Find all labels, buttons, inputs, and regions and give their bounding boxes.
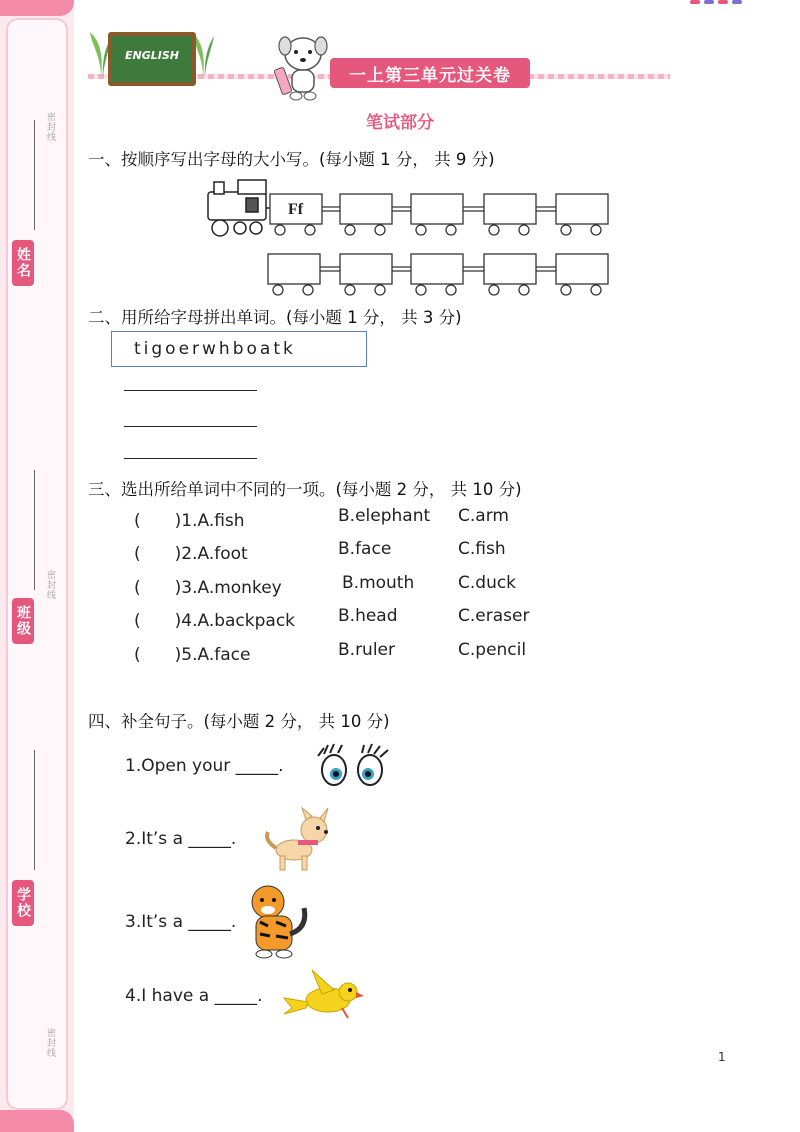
choice-b: B.ruler: [338, 640, 396, 660]
margin-cap-top: [0, 0, 74, 16]
choice-a[interactable]: ( )3.A.monkey: [134, 578, 282, 598]
label-school: 学校: [12, 880, 34, 926]
choice-row: [134, 606, 594, 630]
sentence-4: 4.I have a _____.: [125, 986, 263, 1006]
seal-text: 密封线: [45, 570, 55, 600]
choice-a[interactable]: ( )4.A.backpack: [134, 611, 296, 631]
choice-c: C.eraser: [458, 606, 530, 626]
dog-icon: [258, 806, 338, 872]
sentence-1: 1.Open your _____.: [125, 756, 284, 776]
q4-heading: 四、补全句子。(每小题 2 分， 共 10 分): [88, 712, 390, 731]
choice-c: C.duck: [458, 573, 517, 593]
letter-train-diagram: [200, 174, 620, 298]
exam-title: 一上第三单元过关卷: [330, 58, 530, 88]
puppy-mascot-icon: [272, 32, 334, 102]
choice-a[interactable]: ( )2.A.foot: [134, 544, 248, 564]
answer-line[interactable]: [124, 390, 257, 391]
name-line: [34, 120, 35, 230]
answer-line[interactable]: [124, 426, 257, 427]
choice-c: C.pencil: [458, 640, 527, 660]
choice-row: [134, 573, 594, 597]
tiger-icon: [246, 882, 312, 962]
school-line: [34, 750, 35, 870]
choice-a[interactable]: ( )5.A.face: [134, 645, 251, 665]
given-letter: Ff: [288, 201, 304, 218]
board-text: ENGLISH: [125, 49, 179, 62]
section-title: 笔试部分: [366, 113, 434, 133]
seal-text: 密封线: [45, 1028, 55, 1058]
seal-text: 密封线: [45, 112, 55, 142]
q3-heading: 三、选出所给单词中不同的一项。(每小题 2 分， 共 10 分): [88, 480, 522, 499]
margin-cap-bottom: [0, 1110, 74, 1132]
choice-c: C.fish: [458, 539, 506, 559]
choice-row: [134, 506, 594, 530]
choice-b: B.elephant: [338, 506, 431, 526]
letters-box: tigoerwhboatk: [111, 331, 367, 367]
eyes-icon: [312, 742, 394, 790]
choice-c: C.arm: [458, 506, 509, 526]
class-line: [34, 470, 35, 590]
label-name: 姓名: [12, 240, 34, 286]
choice-row: [134, 640, 594, 664]
train-engine-icon: [208, 180, 270, 236]
choice-row: [134, 539, 594, 563]
choice-a[interactable]: ( )1.A.fish: [134, 511, 245, 531]
choice-b: B.head: [338, 606, 398, 626]
margin-panel: [6, 18, 68, 1110]
sentence-3: 3.It’s a _____.: [125, 912, 237, 932]
choice-b: B.mouth: [342, 573, 415, 593]
answer-line[interactable]: [124, 458, 257, 459]
chalkboard: [108, 32, 196, 86]
label-class: 班级: [12, 598, 34, 644]
q2-heading: 二、用所给字母拼出单词。(每小题 1 分， 共 3 分): [88, 308, 462, 327]
q1-heading: 一、按顺序写出字母的大小写。(每小题 1 分， 共 9 分): [88, 150, 495, 169]
sentence-2: 2.It’s a _____.: [125, 829, 237, 849]
decor-dots-icon: [690, 0, 750, 6]
page-number: 1: [718, 1050, 726, 1064]
bird-icon: [282, 968, 366, 1024]
binding-margin: [0, 0, 74, 1132]
choice-b: B.face: [338, 539, 392, 559]
